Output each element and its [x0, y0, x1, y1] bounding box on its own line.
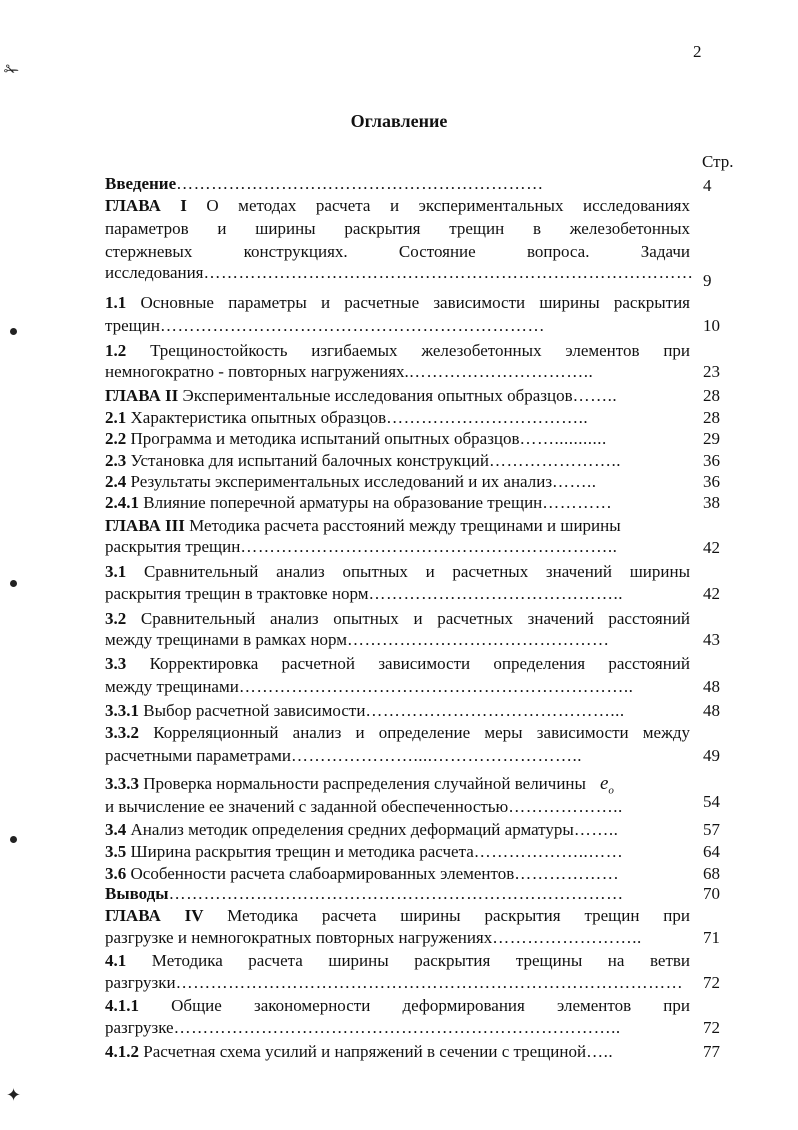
- toc-page-number: 42: [703, 584, 720, 603]
- toc-dot-leader: ……………………..: [492, 928, 642, 947]
- toc-dot-leader: ……………………………..: [386, 408, 589, 427]
- toc-page-number: 28: [703, 408, 720, 427]
- hole-punch-mark: [10, 328, 17, 335]
- toc-line: [105, 797, 623, 817]
- toc-entry-title: Выбор расчетной зависимости: [143, 701, 366, 720]
- toc-dot-leader: ………………………………………………………..: [240, 537, 618, 556]
- toc-entry-title: Основные параметры и расчетные зависимости ширины раскрытия: [140, 293, 690, 312]
- toc-dot-leader: …………………………..: [408, 362, 594, 381]
- toc-page-number: 38: [703, 493, 720, 512]
- toc-entry-number: 3.2: [105, 609, 141, 628]
- toc-page-number: 9: [703, 271, 712, 290]
- toc-line: [105, 820, 618, 840]
- toc-entry-title: Трещиностойкость изгибаемых железобетонных элементов при: [150, 341, 691, 360]
- toc-line: [105, 174, 544, 194]
- toc-entry-number: 3.3.3: [105, 774, 144, 793]
- toc-page-number: 36: [703, 451, 720, 470]
- toc-line: [105, 408, 588, 428]
- toc-entry-title: Корреляционный анализ и определение меры зависимости между: [153, 723, 690, 742]
- toc-entry-title: раскрытия трещин в трактовке норм: [105, 584, 369, 603]
- toc-page-number: 48: [703, 677, 720, 696]
- toc-entry-number: 4.1: [105, 951, 152, 970]
- toc-entry-number: 2.1: [105, 408, 131, 427]
- toc-entry-number: ГЛАВА IV: [105, 906, 228, 925]
- toc-entry-number: ГЛАВА II: [105, 386, 183, 405]
- toc-line: [105, 723, 690, 743]
- toc-page-number: 42: [703, 538, 720, 557]
- toc-entry-title: О методах расчета и экспериментальных исследованиях: [206, 196, 690, 215]
- hole-punch-mark: [10, 580, 17, 587]
- toc-page-number: 29: [703, 429, 720, 448]
- toc-entry-title: Методика расчета ширины раскрытия трещин при: [227, 906, 691, 925]
- toc-entry-title: трещин: [105, 316, 160, 335]
- toc-entry-title: параметров и ширины раскрытия трещин в железобетонных: [105, 219, 690, 238]
- toc-page-number: 36: [703, 472, 720, 491]
- toc-entry-title: немногократно - повторных нагружениях.: [105, 362, 409, 381]
- toc-dot-leader: ……..: [552, 472, 597, 491]
- toc-dot-leader: …………: [542, 493, 613, 512]
- toc-line: [105, 884, 624, 904]
- toc-entry-title: Методика расчета ширины раскрытия трещины на ветви: [151, 951, 690, 970]
- toc-entry-title: разгрузке: [105, 1018, 174, 1037]
- toc-entry-title: между трещинами в рамках норм: [105, 630, 348, 649]
- toc-dot-leader: ………………..: [508, 797, 623, 816]
- toc-entry-title: Корректировка расчетной зависимости определения расстояний: [149, 654, 691, 673]
- toc-entry-number: ГЛАВА I: [105, 196, 207, 215]
- toc-page-number: 43: [703, 630, 720, 649]
- toc-page-number: 4: [703, 176, 712, 195]
- toc-entry-symbol: e: [599, 773, 609, 794]
- toc-entry-title: Проверка нормальности распределения случайной величины: [143, 774, 586, 793]
- toc-page-number: 72: [703, 1018, 720, 1037]
- toc-entry-number: 3.4: [105, 820, 131, 839]
- toc-entry-number: 2.4: [105, 472, 131, 491]
- toc-dot-leader: ………………: [514, 864, 620, 883]
- toc-dot-leader: ……………………………………...: [365, 701, 625, 720]
- toc-page-number: 23: [703, 362, 720, 381]
- toc-page-number: 72: [703, 973, 720, 992]
- toc-page-number: 49: [703, 746, 720, 765]
- toc-dot-leader: ……………………………………………………………………………: [175, 973, 684, 992]
- toc-line: [105, 584, 623, 604]
- toc-entry-title: раскрытия трещин: [105, 537, 241, 556]
- toc-page-number: 77: [703, 1042, 720, 1061]
- toc-line: [105, 609, 690, 629]
- toc-entry-title: исследования: [105, 263, 204, 282]
- toc-line: [105, 864, 619, 884]
- toc-line: [105, 842, 623, 862]
- toc-line: [105, 472, 597, 492]
- toc-entry-title: Экспериментальные исследования опытных образцов: [182, 386, 573, 405]
- toc-entry-title: Ширина раскрытия трещин и методика расчета: [130, 842, 474, 861]
- toc-dot-leader: …………………..: [488, 451, 621, 470]
- toc-entry-symbol-subscript: o: [608, 784, 614, 797]
- toc-line: [105, 219, 690, 239]
- toc-entry-title: Методика расчета расстояний между трещинами и ширины: [189, 516, 621, 535]
- toc-entry-title: Введение: [105, 174, 177, 193]
- toc-line: [105, 562, 690, 582]
- toc-line: [105, 630, 610, 650]
- toc-entry-number: 3.5: [105, 842, 131, 861]
- toc-line: [105, 362, 593, 382]
- scan-mark-icon: ✁: [4, 60, 20, 80]
- toc-page-number: 71: [703, 928, 720, 947]
- toc-dot-leader: …………………………………………………………: [159, 316, 545, 335]
- toc-line: [105, 654, 690, 674]
- toc-entry-title: разгрузке и немногократных повторных нагружениях: [105, 928, 493, 947]
- toc-line: [105, 516, 621, 536]
- toc-entry-number: 3.3.2: [105, 723, 154, 742]
- toc-line: [105, 677, 633, 697]
- page-column-header: Стр.: [702, 152, 734, 171]
- toc-page-number: 54: [703, 792, 720, 811]
- toc-page-number: 64: [703, 842, 720, 861]
- toc-line: [105, 196, 690, 216]
- page-number: 2: [693, 42, 702, 61]
- toc-page-number: 10: [703, 316, 720, 335]
- toc-entry-title: Влияние поперечной арматуры на образование трещин: [143, 493, 543, 512]
- toc-dot-leader: ……………………………………..: [368, 584, 624, 603]
- toc-entry-number: 3.3.1: [105, 701, 144, 720]
- page-title: Оглавление: [350, 111, 448, 131]
- toc-dot-leader: …………………………………………………………………………: [203, 263, 694, 282]
- toc-dot-leader: ………………..……: [473, 842, 624, 861]
- toc-entry-title: Сравнительный анализ опытных и расчетных значений ширины: [143, 562, 691, 581]
- toc-entry-number: 2.2: [105, 429, 131, 448]
- toc-entry-number: 4.1.1: [105, 996, 172, 1015]
- toc-dot-leader: …………………....……………………..: [290, 746, 582, 765]
- toc-page-number: 70: [703, 884, 720, 903]
- toc-line: [105, 951, 690, 971]
- toc-entry-title: разгрузки: [105, 973, 176, 992]
- toc-entry-title: расчетными параметрами: [105, 746, 291, 765]
- toc-entry-number: ГЛАВА III: [105, 516, 190, 535]
- toc-entry-title: Характеристика опытных образцов: [130, 408, 387, 427]
- toc-entry-title: Расчетная схема усилий и напряжений в сечении с трещиной: [143, 1042, 587, 1061]
- toc-line: [105, 242, 690, 262]
- toc-entry-number: 1.2: [105, 341, 151, 360]
- toc-line: [105, 451, 621, 471]
- toc-entry-number: 3.3: [105, 654, 150, 673]
- toc-entry-number: 3.1: [105, 562, 144, 581]
- toc-entry-title: Особенности расчета слабоармированных элементов: [130, 864, 515, 883]
- toc-line: [105, 493, 612, 513]
- toc-dot-leader: ………………………………………………………: [176, 174, 544, 193]
- toc-entry-title: стержневых конструкциях. Состояние вопроса. Задачи: [105, 242, 690, 261]
- toc-dot-leader: ……..: [572, 386, 618, 405]
- toc-entry-title: Результаты экспериментальных исследований и их анализ: [130, 472, 553, 491]
- toc-dot-leader: …..: [586, 1042, 614, 1061]
- toc-line: [105, 973, 683, 993]
- toc-line: [105, 263, 694, 283]
- toc-line: [105, 537, 617, 557]
- hole-punch-mark: [10, 836, 17, 843]
- toc-entry-number: 3.6: [105, 864, 131, 883]
- toc-line: [105, 293, 690, 313]
- toc-page-number: 48: [703, 701, 720, 720]
- toc-page-number: 68: [703, 864, 720, 883]
- toc-line: [105, 746, 582, 766]
- toc-entry-number: 2.4.1: [105, 493, 144, 512]
- toc-entry-number: 4.1.2: [105, 1042, 144, 1061]
- toc-entry-title: Установка для испытаний балочных конструкций: [130, 451, 489, 470]
- toc-entry-title: между трещинами: [105, 677, 239, 696]
- toc-entry-title: Сравнительный анализ опытных и расчетных значений расстояний: [140, 609, 691, 628]
- toc-dot-leader: ………………………………………: [347, 630, 610, 649]
- toc-page-number: 28: [703, 386, 720, 405]
- toc-dot-leader: ……………………………………………………………………: [168, 884, 624, 903]
- toc-entry-title: Общие закономерности деформирования элементов при: [171, 996, 690, 1015]
- toc-line: [105, 928, 642, 948]
- toc-line: [105, 906, 690, 926]
- toc-entry-number: 2.3: [105, 451, 131, 470]
- toc-entry-title: Выводы: [105, 884, 169, 903]
- toc-line: [105, 429, 607, 449]
- toc-entry-title: Анализ методик определения средних деформаций арматуры: [130, 820, 574, 839]
- toc-line: [105, 1042, 613, 1062]
- toc-dot-leader: …………………………………………………………………..: [173, 1018, 621, 1037]
- toc-entry-title: Программа и методика испытаний опытных образцов: [130, 429, 520, 448]
- toc-dot-leader: ……..: [573, 820, 619, 839]
- toc-line: [105, 316, 545, 336]
- toc-dot-leader: ……...........: [519, 429, 607, 448]
- toc-line: [105, 386, 617, 406]
- toc-line: [105, 1018, 621, 1038]
- scan-mark-icon: ✦: [6, 1085, 22, 1105]
- toc-dot-leader: …………………………………………………………..: [238, 677, 634, 696]
- toc-entry-number: 1.1: [105, 293, 141, 312]
- toc-line: [105, 996, 690, 1016]
- toc-line: [105, 701, 625, 721]
- toc-page-number: 57: [703, 820, 720, 839]
- toc-entry-title: и вычисление ее значений с заданной обеспеченностью: [105, 797, 509, 816]
- toc-line: [105, 341, 690, 361]
